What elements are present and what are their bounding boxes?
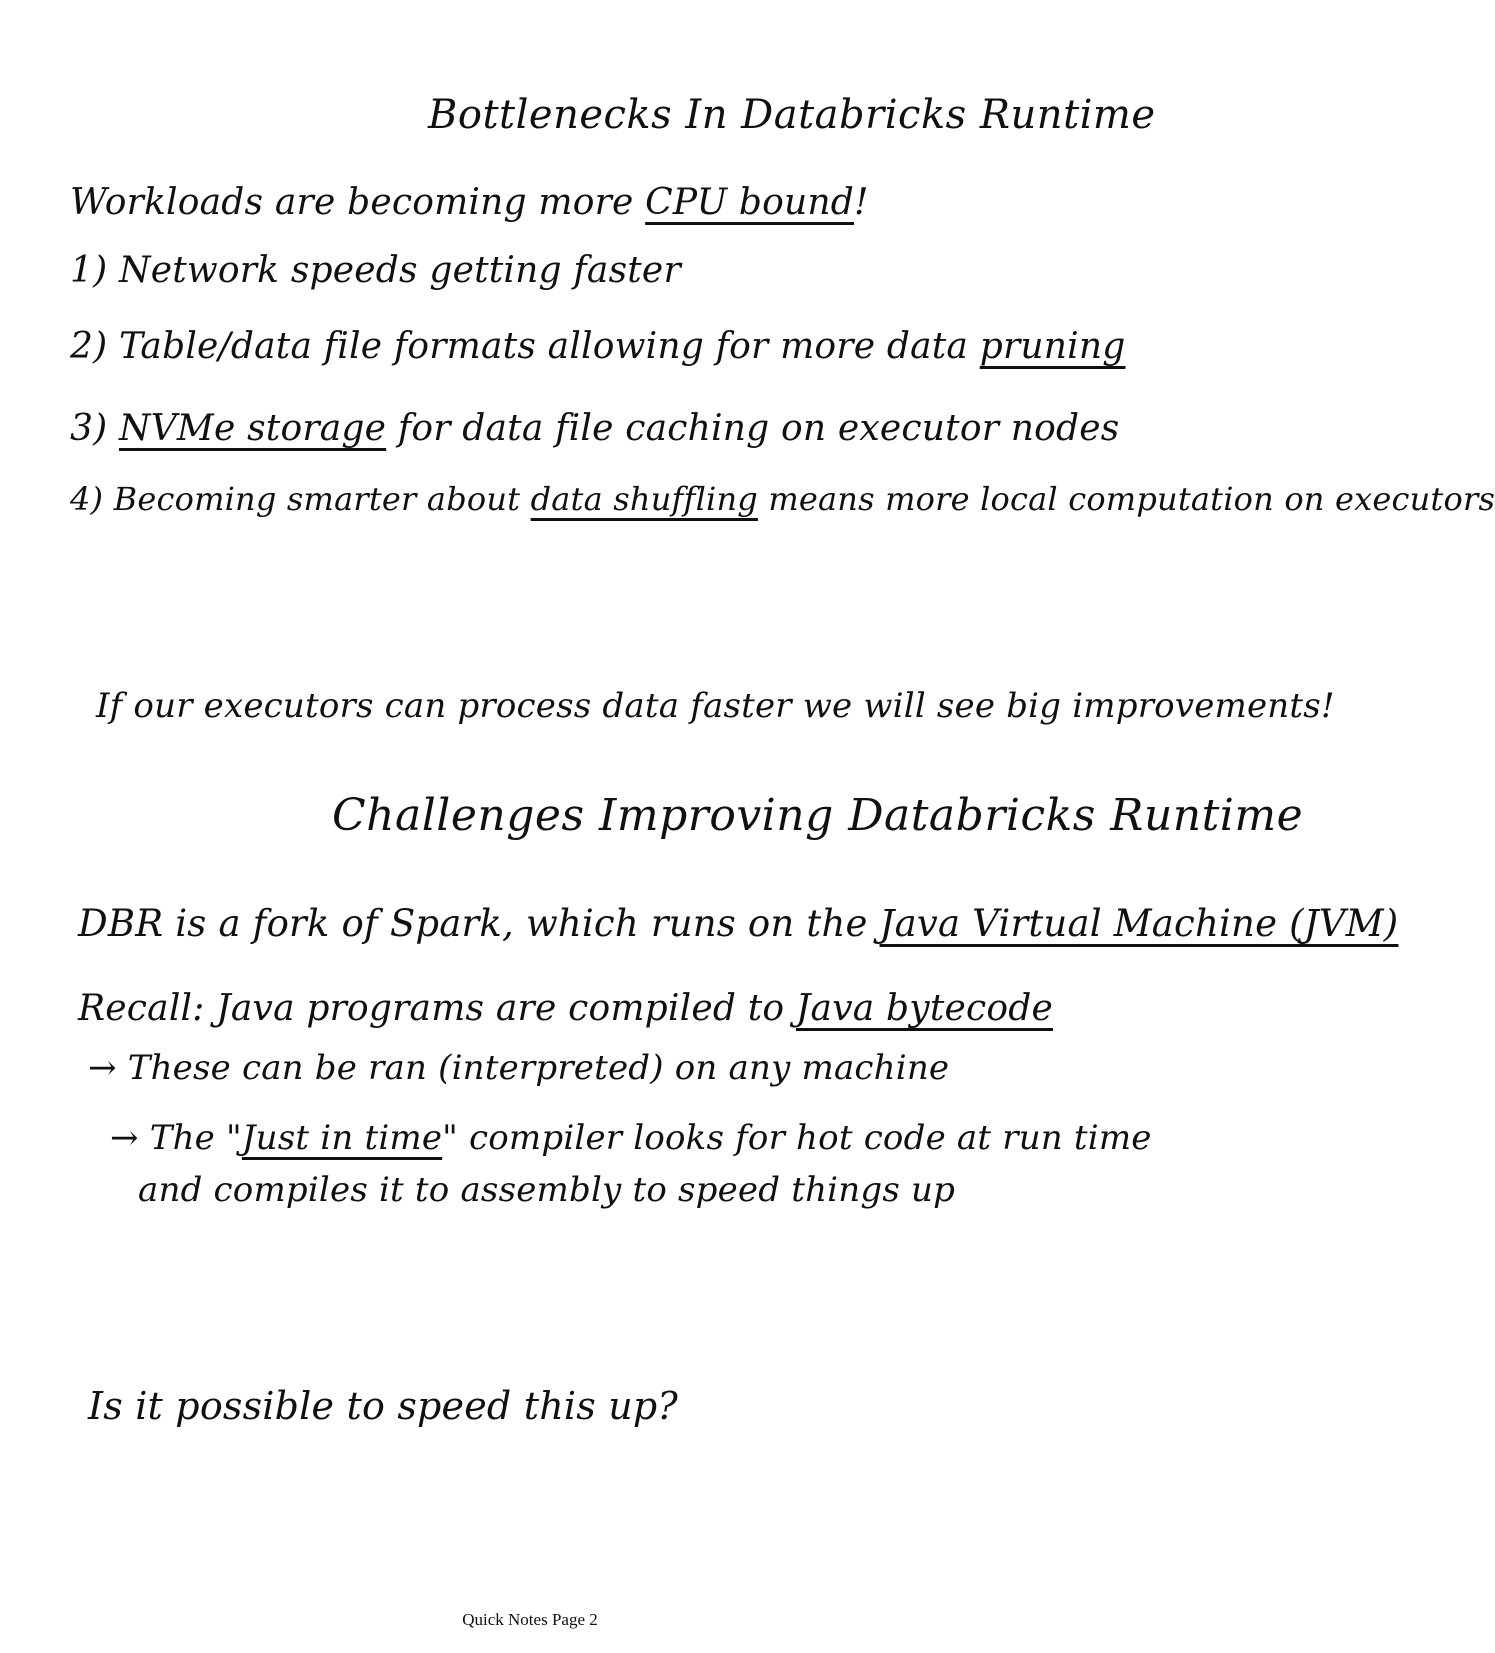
bullet-jit-prefix: → The " xyxy=(110,1118,242,1158)
list-item-3-suffix: for data file caching on executor nodes xyxy=(386,408,1120,449)
list-item-3-number: 3) xyxy=(70,408,108,449)
page-footer: Quick Notes Page 2 xyxy=(462,1610,598,1629)
workloads-line xyxy=(70,182,869,223)
nvme-storage-underlined: NVMe storage xyxy=(119,408,387,449)
workloads-suffix: ! xyxy=(854,182,869,223)
list-item-4-suffix: means more local computation on executors xyxy=(757,480,1495,518)
list-item-2 xyxy=(70,326,1126,367)
bullet-jit xyxy=(110,1118,1152,1158)
bullet-jit-suffix: " compiler looks for hot code at run time xyxy=(442,1118,1152,1158)
question-line: Is it possible to speed this up? xyxy=(88,1384,678,1428)
list-item-2-number: 2) xyxy=(70,326,108,367)
section2-title: Challenges Improving Databricks Runtime xyxy=(332,790,1304,841)
data-shuffling-underlined: data shuffling xyxy=(530,480,758,518)
just-in-time-underlined: Just in time xyxy=(241,1118,443,1158)
list-item-1 xyxy=(70,250,681,291)
cpu-bound-underlined: CPU bound xyxy=(645,182,855,223)
list-item-1-number: 1) xyxy=(70,250,108,291)
pruning-underlined: pruning xyxy=(979,326,1126,367)
list-item-4 xyxy=(70,480,1495,518)
java-bytecode-underlined: Java bytecode xyxy=(795,988,1054,1029)
workloads-prefix: Workloads are becoming more xyxy=(70,182,646,223)
bullet-jit-continuation: and compiles it to assembly to speed things up xyxy=(138,1170,956,1210)
list-item-4-prefix: Becoming smarter about xyxy=(113,480,531,518)
conclusion-line: If our executors can process data faster we will see big improvements! xyxy=(96,686,1335,726)
jvm-underlined: Java Virtual Machine (JVM) xyxy=(879,902,1399,945)
section1-title: Bottlenecks In Databricks Runtime xyxy=(428,92,1156,138)
list-item-2-prefix: Table/data file formats allowing for more data xyxy=(119,326,980,367)
list-item-4-number: 4) xyxy=(70,480,104,518)
recall-prefix: Recall: Java programs are compiled to xyxy=(78,988,796,1029)
list-item-1-text: Network speeds getting faster xyxy=(119,250,681,291)
recall-line xyxy=(78,988,1053,1029)
dbr-line xyxy=(78,902,1398,945)
bullet-interpreted: → These can be ran (interpreted) on any machine xyxy=(88,1048,950,1088)
dbr-prefix: DBR is a fork of Spark, which runs on the xyxy=(78,902,880,945)
list-item-3 xyxy=(70,408,1119,449)
